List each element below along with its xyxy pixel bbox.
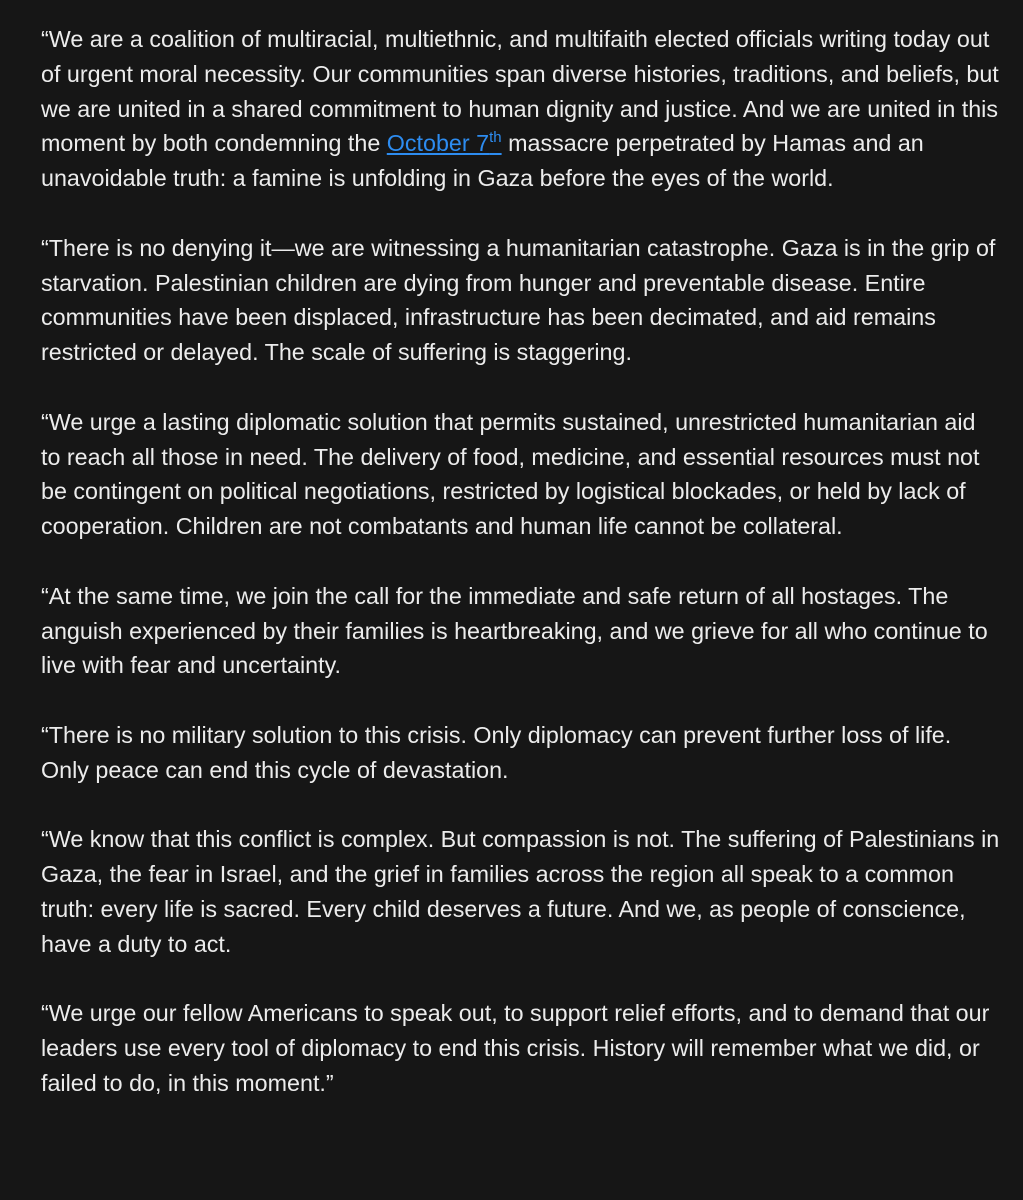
paragraph-coalition-text-end: massacre perpetrated by Hamas and an unavoidable truth: a famine is unfolding in Gaza before the eyes of the world. (41, 130, 924, 192)
october-7th-link[interactable] (387, 130, 502, 156)
october-7th-link-superscript: th (489, 129, 502, 147)
paragraph-compassion: “We know that this conflict is complex. But compassion is not. The suffering of Palestinians in Gaza, the fear in Israel, and the grief in families across the region all speak to a common truth: every life is sacred. Every child deserves a future. And we, as people of conscience, have a duty to act. (41, 826, 1000, 957)
paragraph-diplomatic-solution: “We urge a lasting diplomatic solution that permits sustained, unrestricted humanitarian aid to reach all those in need. The delivery of food, medicine, and essential resources must not be contingent on political negotiations, restricted by logistical blockades, or held by lack of cooperation. Children are not combatants and human life cannot be collateral. (41, 408, 980, 540)
paragraph-hostages: “At the same time, we join the call for the immediate and safe return of all hostages. The anguish experienced by their families is heartbreaking, and we grieve for all who continue to live with fear and uncertainty. (41, 582, 988, 679)
paragraph-coalition-text-start: “We are a coalition of multiracial, multiethnic, and multifaith elected officials writing today out of urgent moral necessity. Our communities span diverse histories, traditions, and beliefs, but we are united in a shared commitment to human dignity and justice. And we are united in this moment by both condemning the (41, 26, 999, 157)
paragraph-no-military-solution: “There is no military solution to this crisis. Only diplomacy can prevent further loss of life. Only peace can end this cycle of devastation. (41, 721, 952, 783)
paragraph-coalition (41, 22, 1001, 196)
paragraph-catastrophe: “There is no denying it—we are witnessing a humanitarian catastrophe. Gaza is in the grip of starvation. Palestinian children are dying from hunger and preventable disease. Entire communities have been displaced, infrastructure has been decimated, and aid remains restricted or delayed. The scale of suffering is staggering. (41, 234, 996, 366)
october-7th-link-text: October 7 (386, 130, 490, 157)
paragraph-call-to-action: “We urge our fellow Americans to speak out, to support relief efforts, and to demand that our leaders use every tool of diplomacy to end this crisis. History will remember what we did, or failed to do, in this moment.” (41, 1000, 990, 1096)
statement-document (41, 22, 1001, 1136)
